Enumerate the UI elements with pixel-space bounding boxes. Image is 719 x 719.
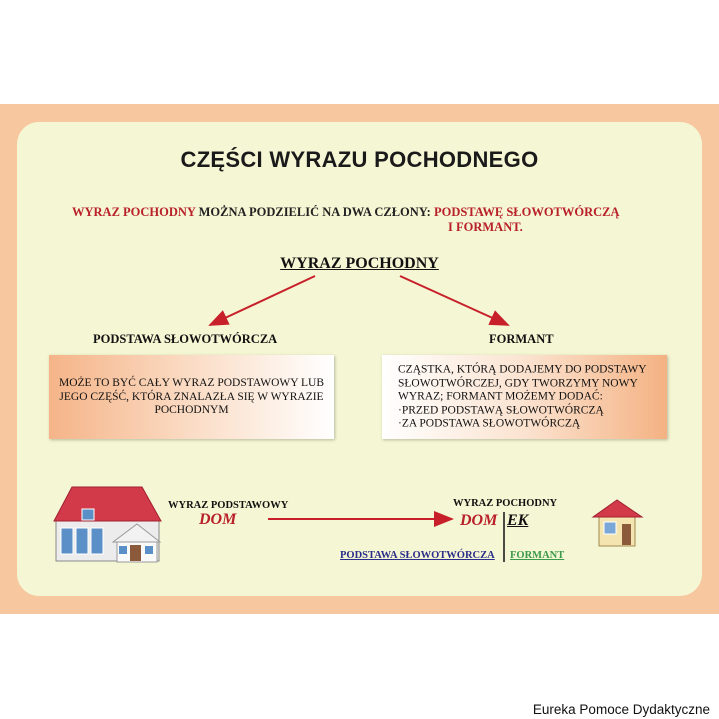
formant-definition-text — [398, 363, 657, 431]
derived-word-label: WYRAZ POCHODNY — [453, 498, 558, 509]
stem-definition-text: MOŻE TO BYĆ CAŁY WYRAZ PODSTAWOWY LUB JEGO CZĘŚĆ, KTÓRA ZNALAZŁA SIĘ W WYRAZIE POCHODNYM — [59, 376, 324, 416]
base-word-label: WYRAZ PODSTAWOWY — [168, 500, 289, 511]
left-heading: PODSTAWA SŁOWOTWÓRCZA — [93, 332, 278, 346]
stem-caption: PODSTAWA SŁOWOTWÓRCZA — [340, 550, 495, 561]
intro-stem: PODSTAWĘ SŁOWOTWÓRCZĄ — [433, 205, 620, 219]
right-heading: FORMANT — [489, 332, 554, 346]
small-house-icon — [593, 500, 642, 546]
formant-line: ·ZA PODSTAWA SŁOWOTWÓRCZĄ — [398, 417, 581, 430]
intro-formant: I FORMANT. — [448, 220, 523, 234]
formant-line: CZĄSTKA, KTÓRĄ DODAJEMY DO PODSTAWY — [398, 363, 647, 376]
publisher-credit: Eureka Pomoce Dydaktyczne — [532, 702, 710, 717]
intro-derived-word: WYRAZ POCHODNY — [72, 205, 196, 219]
large-house-icon — [54, 487, 161, 562]
poster-title: CZĘŚCI WYRAZU POCHODNEGO — [180, 147, 539, 172]
formant-line: SŁOWOTWÓRCZEJ, GDY TWORZYMY NOWY — [398, 376, 638, 389]
formant-definition-box — [382, 355, 667, 439]
formant-line: WYRAZ; FORMANT MOŻEMY DODAĆ: — [398, 390, 603, 403]
derived-word-suffix: EK — [507, 512, 529, 529]
formant-line: ·PRZED PODSTAWĄ SŁOWOTWÓRCZĄ — [398, 403, 604, 416]
base-word: DOM — [199, 511, 237, 528]
derived-word-stem: DOM — [460, 512, 498, 529]
intro-text: MOŻNA PODZIELIĆ NA DWA CZŁONY: — [195, 205, 434, 219]
arrow-to-formant — [400, 276, 508, 325]
formant-caption: FORMANT — [510, 550, 565, 561]
arrow-to-stem — [210, 276, 315, 325]
stem-definition-box — [49, 355, 334, 439]
root-label: WYRAZ POCHODNY — [280, 255, 439, 272]
